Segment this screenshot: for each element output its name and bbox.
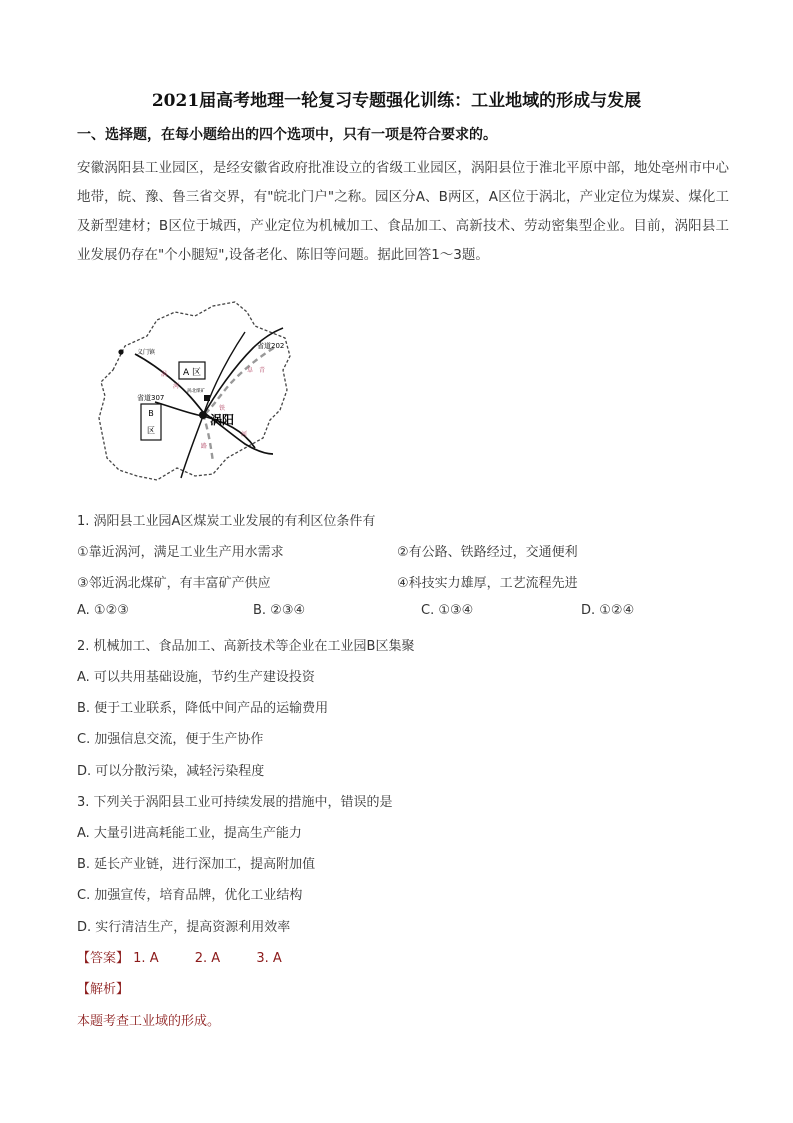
fu-label: 阜 — [247, 367, 254, 374]
rail-label-1: 铁 — [219, 405, 226, 412]
question-3-stem: 3. 下列关于涡阳县工业可持续发展的措施中，错误的是 — [77, 795, 393, 810]
q1-option-a: A. ①②③ — [77, 603, 129, 618]
location-map — [95, 298, 295, 488]
answer-label: 【答案】 — [77, 951, 130, 966]
page-title: 2021届高考地理一轮复习专题强化训练：工业地域的形成与发展 — [151, 91, 642, 111]
road-307-label: 省道307 — [137, 394, 165, 402]
answer-item-3: 3. A — [256, 951, 282, 966]
analysis-text: 本题考查工业域的形成。 — [77, 1014, 221, 1029]
analysis-label: 【解析】 — [77, 982, 130, 997]
intro-paragraph: 安徽涡阳县工业园区，是经安徽省政府批准设立的省级工业园区，涡阳县位于淮北平原中部，地处亳州市中心地带，皖、豫、鲁三省交界，有"皖北门户"之称。园区分A、B两区，A区位于涡北，产业定位为煤炭、煤化工及新型建材；B区位于城西，产业定位为机械加工、食品加工、高新技术、劳动密集型企业。目前，涡阳县工业发展仍存在"个小腿短",设备老化、陈旧等问题。据此回答1～3题。 — [77, 160, 729, 263]
town-label: 义门镇 — [137, 349, 156, 356]
q3-option-c: C. 加强宣传，培育品牌，优化工业结构 — [77, 888, 303, 903]
answer-line — [77, 947, 282, 966]
road-south — [181, 416, 203, 478]
river-label-1: 涡 — [161, 371, 168, 378]
q1-option-c: C. ①③④ — [421, 603, 474, 618]
mine-marker — [204, 395, 210, 401]
q1-statement-4: ④科技实力雄厚，工艺流程先进 — [397, 576, 578, 591]
q2-option-a: A. 可以共用基础设施，节约生产建设投资 — [77, 670, 315, 685]
mine-label: 涡北煤矿 — [187, 389, 205, 394]
qing-label: 青 — [259, 367, 266, 374]
q3-option-a: A. 大量引进高耗能工业，提高生产能力 — [77, 826, 302, 841]
road-202-label: 省道202 — [257, 342, 285, 350]
answer-item-1: 1. A — [133, 951, 159, 966]
answer-item-2: 2. A — [194, 951, 221, 966]
q1-option-d: D. ①②④ — [581, 603, 635, 618]
q1-statement-2: ②有公路、铁路经过，交通便利 — [397, 545, 578, 560]
q1-statement-1: ①靠近涡河，满足工业生产用水需求 — [77, 545, 284, 560]
q1-option-b: B. ②③④ — [253, 603, 306, 618]
q2-option-c: C. 加强信息交流，便于生产协作 — [77, 732, 264, 747]
q3-option-b: B. 延长产业链，进行深加工，提高附加值 — [77, 857, 316, 872]
q3-option-d: D. 实行清洁生产，提高资源利用效率 — [77, 920, 291, 935]
q2-option-b: B. 便于工业联系，降低中间产品的运输费用 — [77, 701, 329, 716]
rail-label-2: 路 — [201, 443, 208, 450]
river-label-2: 河 — [173, 383, 180, 390]
zone-b-char: 区 — [147, 426, 155, 435]
section-heading: 一、选择题，在每小题给出的四个选项中，只有一项是符合要求的。 — [77, 127, 497, 143]
city-marker — [199, 411, 207, 419]
q2-option-d: D. 可以分散污染，减轻污染程度 — [77, 764, 265, 779]
town-marker — [118, 349, 123, 354]
question-2-stem: 2. 机械加工、食品加工、高新技术等企业在工业园B区集聚 — [77, 639, 415, 654]
zone-a-label: A 区 — [182, 368, 202, 378]
city-label: 涡阳 — [210, 413, 235, 427]
railway — [205, 346, 277, 414]
he2-label: 河 — [241, 431, 248, 438]
q1-statement-3: ③邻近涡北煤矿，有丰富矿产供应 — [77, 576, 271, 591]
question-1-stem: 1. 涡阳县工业园A区煤炭工业发展的有利区位条件有 — [77, 514, 376, 529]
zone-b-letter: B — [148, 409, 154, 418]
